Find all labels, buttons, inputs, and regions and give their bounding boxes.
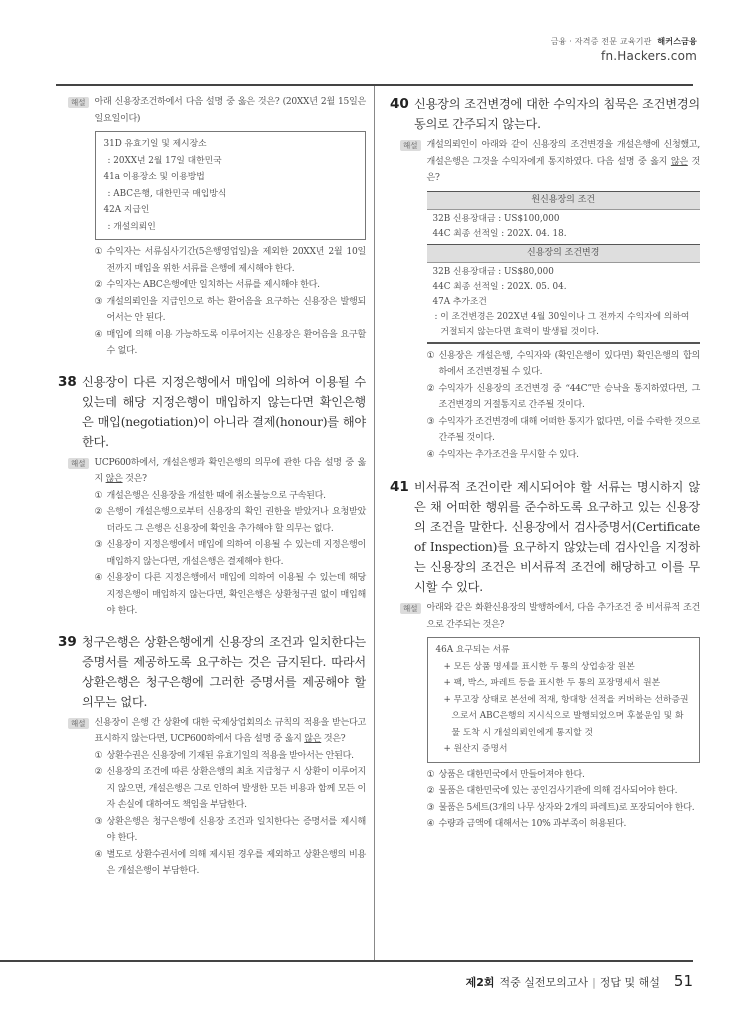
question-number: 39 (58, 633, 77, 650)
question-statement: 신용장이 다른 지정은행에서 매입에 의하여 이용될 수 있는데 해당 지정은행이 매입하지 않는다면 확인은행은 매입(negotiation)이 아니라 결제(honour)를 해야 한다. (82, 374, 366, 449)
explanation-question: 아래와 같은 화환신용장의 발행하에서, 다음 추가조건 중 비서류적 조건으로 간주되는 것은? (426, 603, 700, 630)
option: ② 은행이 개설은행으로부터 신용장의 확인 권한을 받았거나 요청받았더라도 그 은행은 신용장에 확인을 추가해야 할 의무는 없다. (94, 507, 366, 534)
option: ② 신용장의 조건에 따른 상환은행의 최초 지급청구 시 상환이 이루어지지 않으면, 개설은행은 그로 인하여 발생한 모든 비용과 함께 모든 이자 손실에 대하여도 책임을 부담한다. (94, 767, 366, 810)
option: ② 수익자는 ABC은행에만 일치하는 서류를 제시해야 한다. (94, 280, 320, 290)
question-40 (390, 94, 700, 463)
explanation-badge: 해설 (400, 603, 421, 614)
question-statement: 청구은행은 상환은행에게 신용장의 조건과 일치한다는 증명서를 제공하도록 요구하는 것은 금지된다. 따라서 상환은행은 청구은행에 그러한 증명서를 제공해야 할 의무는 없다. (82, 634, 366, 709)
explanation-badge: 해설 (68, 718, 89, 729)
option: ④ 신용장이 다른 지정은행에서 매입에 의하여 이용될 수 있는데 해당 지정은행이 매입하지 않는다면, 확인은행은 상환청구권 없이 매입해야 한다. (94, 573, 366, 616)
footer-title: 적중 실전모의고사 (499, 976, 589, 989)
question-number: 38 (58, 373, 77, 390)
explanation-question: 신용장이 은행 간 상환에 대한 국제상업회의소 규칙의 적용을 받는다고 표시하지 않는다면, UCP600하에서 다음 설명 중 옳지 않은 것은? (94, 717, 366, 744)
option: ② 물품은 대한민국에 있는 공인검사기관에 의해 검사되어야 한다. (426, 786, 678, 796)
amendment-table: 원신용장의 조건 32B 신용장대금 : US$100,000 44C 최종 선적일 : 202X. 04. 18. 신용장의 조건변경 32B 신용장대금 : US$80,000 44C 최종 선적일 : 202X. 05. 04. 47A 추가조건 : 이 조건변경은 202X년 4월 30일이나 그 전까지 수익자에 의하여 거절되지 않는다면 효력이 발생될 것이다. (427, 191, 701, 344)
option: ③ 개설의뢰인을 지급인으로 하는 환어음을 요구하는 신용장은 발행되어서는 안 된다. (94, 296, 366, 323)
option: ① 상환수권은 신용장에 기재된 유효기일의 적용을 받아서는 안된다. (94, 750, 354, 761)
question-number: 40 (390, 96, 409, 112)
explanation-question: 개설의뢰인이 아래와 같이 신용장의 조건변경을 개설은행에 신청했고, 개설은행은 그것을 수익자에게 통지하였다. 다음 설명 중 옳지 않은 것은? (426, 140, 700, 183)
lc-terms-box: 31D 유효기일 및 제시장소 : 20XX년 2월 17일 대한민국 41a 이용장소 및 이용방법 : ABC은행, 대한민국 매입방식 42A 지급인 : 개설의뢰인 (95, 131, 367, 240)
option: ③ 물품은 5세트(3개의 나무 상자와 2개의 파레트)로 포장되어야 한다. (426, 802, 695, 813)
option: ④ 별도로 상환수권서에 의해 제시된 경우를 제외하고 상환은행의 비용은 개설은행이 부담한다. (94, 849, 366, 876)
option: ④ 수량과 금액에 대해서는 10% 과부족이 허용된다. (426, 819, 627, 829)
question-statement: 비서류적 조건이란 제시되어야 할 서류는 명시하지 않은 채 어떠한 행위를 준수하도록 요구하고 있는 신용장의 조건을 말한다. 신용장에서 검사증명서(Certificate of Inspection)를 요구하지 않았는데 검사인을 지정하는 신용장의 조건은 비서류적 조건에 해당하고 이를 무시할 수 있다. (414, 480, 700, 594)
header-tagline: 금융 · 자격증 전문 교육기관 (550, 37, 652, 46)
option: ① 개설은행은 신용장을 개설한 때에 취소불능으로 구속된다. (94, 490, 326, 501)
option: ④ 매입에 의해 이용 가능하도록 이루어지는 신용장은 환어음을 요구할 수 없다. (94, 329, 366, 356)
header-url: fn.Hackers.com (601, 49, 697, 63)
option: ③ 상환은행은 청구은행에 신용장 조건과 일치한다는 증명서를 제시해야 한다. (94, 816, 366, 843)
q37-explanation-continued (58, 94, 366, 360)
explanation-question: UCP600하에서, 개설은행과 확인은행의 의무에 관한 다음 설명 중 옳지 않은 것은? (94, 457, 366, 484)
question-39 (58, 632, 366, 880)
page-number: 51 (673, 972, 693, 990)
column-divider (374, 86, 375, 960)
option: ① 신용장은 개설은행, 수익자와 (확인은행이 있다면) 확인은행의 합의하에서 조건변경될 수 있다. (426, 350, 700, 377)
option: ② 수익자가 신용장의 조건변경 중 “44C”만 승낙을 통지하였다면, 그 조건변경의 거절통지로 간주될 것이다. (426, 383, 700, 410)
option: ③ 수익자가 조건변경에 대해 어떠한 통지가 없다면, 이를 수락한 것으로 간주될 것이다. (426, 416, 700, 443)
option: ① 상품은 대한민국에서 만들어져야 한다. (426, 769, 585, 780)
explanation-question: 아래 신용장조건하에서 다음 설명 중 옳은 것은? (20XX년 2월 15일은 일요일이다) (94, 97, 366, 124)
header-brand: 해커스금융 (657, 37, 697, 46)
left-column (58, 94, 366, 890)
question-41 (390, 477, 700, 833)
explanation-badge: 해설 (400, 140, 421, 151)
original-terms-header: 원신용장의 조건 (427, 192, 701, 210)
options-list (427, 767, 701, 833)
explanation-badge: 해설 (68, 458, 89, 469)
question-statement: 신용장의 조건변경에 대한 수익자의 침묵은 조건변경의 동의로 간주되지 않는다. (414, 97, 700, 131)
option: ③ 신용장이 지정은행에서 매입에 의하여 이용될 수 있는데 지정은행이 매입하지 않는다면, 개설은행은 결제해야 한다. (94, 540, 366, 567)
footer-separator: | (592, 976, 596, 989)
options-list (95, 488, 367, 620)
options-list (95, 748, 367, 880)
options-list (427, 348, 701, 464)
question-38 (58, 372, 366, 620)
option: ④ 수익자는 추가조건을 무시할 수 있다. (426, 449, 579, 460)
page-header (551, 36, 697, 63)
explanation-badge: 해설 (68, 97, 89, 108)
amendment-header: 신용장의 조건변경 (427, 244, 701, 263)
option: ① 수익자는 서류심사기간(5은행영업일)을 제외한 20XX년 2월 10일 전까지 매입을 위한 서류를 은행에 제시해야 한다. (94, 247, 366, 274)
footer-round: 제2회 (465, 976, 495, 989)
question-number: 41 (390, 479, 409, 495)
options-list (95, 244, 367, 360)
bottom-rule (0, 960, 693, 962)
footer-section: 정답 및 해설 (599, 976, 660, 989)
page-footer (466, 972, 693, 990)
right-column (390, 94, 700, 843)
required-documents-box: 46A 요구되는 서류 + 모든 상품 명세를 표시한 두 통의 상업송장 원본 + 팩, 박스, 파레트 등을 표시한 두 통의 포장명세서 원본 + 무고장 상태로 본선에 적재, 항대항 선적을 커버하는 선하증권으로서 ABC은행의 지시식으로 발행되었으며 후불운임 및 화물 도착 시 개설의뢰인에게 통지할 것 + 원산지 증명서 (427, 637, 701, 763)
